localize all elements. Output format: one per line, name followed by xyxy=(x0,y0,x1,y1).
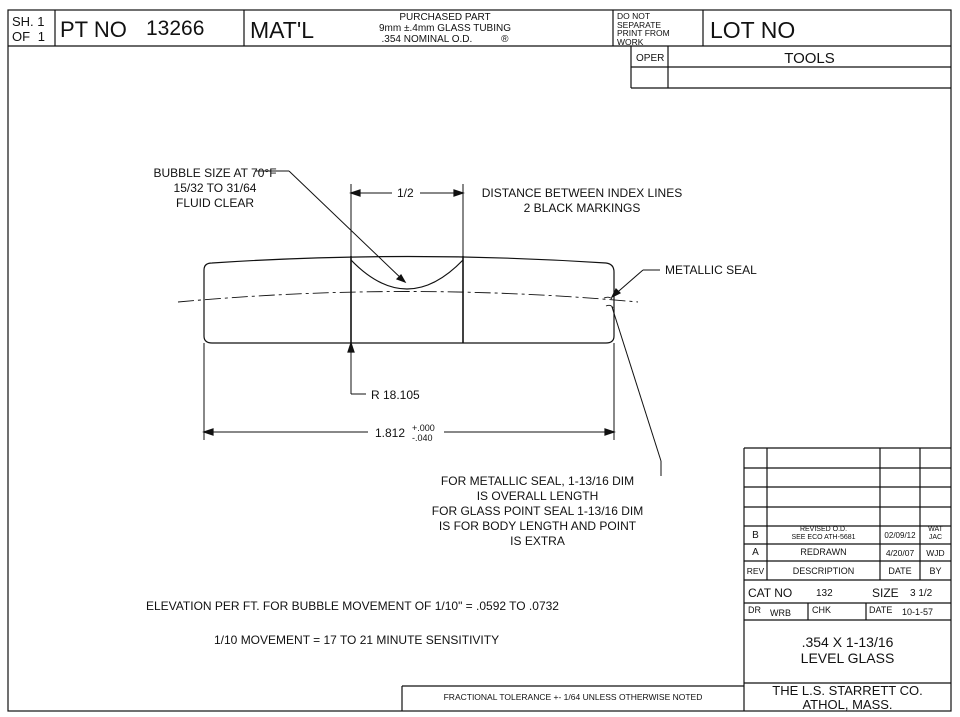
cat-no-label: CAT NO xyxy=(748,586,793,600)
tools-label: TOOLS xyxy=(784,50,835,67)
length-tolerance: +.000 -.040 xyxy=(412,423,435,443)
elevation-note: ELEVATION PER FT. FOR BUBBLE MOVEMENT OF 1/10" = .0592 TO .0732 xyxy=(146,599,559,613)
index-lines-note: DISTANCE BETWEEN INDEX LINES 2 BLACK MARKINGS xyxy=(481,186,683,215)
no-separate-note: DO NOT SEPARATE PRINT FROM WORK xyxy=(617,11,670,47)
part-name: .354 X 1-13/16 LEVEL GLASS xyxy=(800,634,895,666)
rev-a-by: WJD xyxy=(926,548,945,558)
size-label: SIZE xyxy=(872,586,899,600)
rev-b-date: 02/09/12 xyxy=(884,531,916,540)
rev-a: A xyxy=(752,547,759,558)
by-header: BY xyxy=(929,566,942,576)
rev-a-date: 4/20/07 xyxy=(885,548,915,558)
description-header: DESCRIPTION xyxy=(792,566,855,576)
date-header: DATE xyxy=(888,566,912,576)
vial-body xyxy=(204,257,614,344)
centerline xyxy=(178,292,638,303)
matl-label: MAT'L xyxy=(250,17,315,43)
date-label: DATE xyxy=(869,605,893,615)
pt-no-value: 13266 xyxy=(146,17,205,40)
rev-b-description: REVISED O.D. SEE ECO ATH-5681 xyxy=(791,526,856,541)
length-dimension: 1.812 xyxy=(375,426,406,440)
metallic-seal-label: METALLIC SEAL xyxy=(665,263,757,277)
date-value: 10-1-57 xyxy=(902,607,934,617)
sheet-label: SH. 1 xyxy=(12,14,45,29)
movement-note: 1/10 MOVEMENT = 17 TO 21 MINUTE SENSITIVITY xyxy=(214,633,500,647)
rev-b: B xyxy=(752,530,759,541)
bubble-size-note: BUBBLE SIZE AT 70°F 15/32 TO 31/64 FLUID CLEAR xyxy=(153,166,277,210)
company-name: THE L.S. STARRETT CO. ATHOL, MASS. xyxy=(772,683,923,712)
rev-header: REV xyxy=(746,566,765,576)
size-value: 3 1/2 xyxy=(910,588,933,599)
dr-label: DR xyxy=(748,605,761,615)
chk-label: CHK xyxy=(812,605,832,615)
material-spec: PURCHASED PART 9mm ±.4mm GLASS TUBING .354 NOMINAL O.D. ® xyxy=(379,12,511,45)
seal-length-note: FOR METALLIC SEAL, 1-13/16 DIM IS OVERALL LENGTH FOR GLASS POINT SEAL 1-13/16 DIM IS FOR BODY LENGTH AND POINT IS EXTRA xyxy=(431,474,644,548)
cat-no-value: 132 xyxy=(816,588,833,599)
sheet-total-label: OF 1 xyxy=(12,29,45,44)
rev-b-by: WAT JAC xyxy=(928,526,943,541)
lot-no-label: LOT NO xyxy=(710,17,796,43)
tolerance-note: FRACTIONAL TOLERANCE +- 1/64 UNLESS OTHERWISE NOTED xyxy=(443,692,703,702)
dr-value: WRB xyxy=(770,608,791,618)
radius-label: R 18.105 xyxy=(371,388,420,402)
bubble xyxy=(351,260,463,289)
rev-a-description: REDRAWN xyxy=(800,547,847,557)
pt-no-label: PT NO xyxy=(60,17,127,42)
oper-label: OPER xyxy=(636,53,665,64)
index-dimension: 1/2 xyxy=(397,186,414,200)
